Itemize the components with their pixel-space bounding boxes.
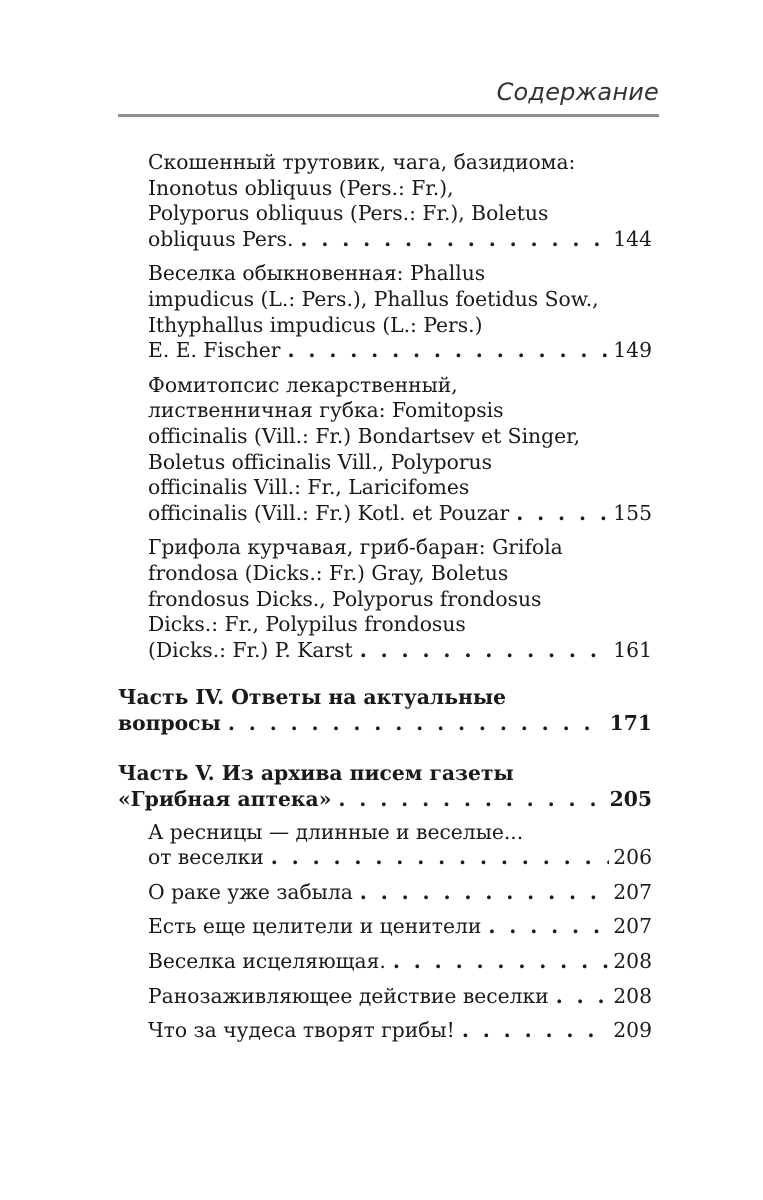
toc-entry-tseliteli[interactable] bbox=[118, 914, 652, 940]
entry-line: от веселки bbox=[148, 845, 264, 870]
dot-leader bbox=[331, 787, 605, 813]
dot-leader bbox=[280, 338, 609, 364]
toc-entry-phallus[interactable] bbox=[118, 261, 652, 363]
entry-line: (Dicks.: Fr.) P. Karst bbox=[148, 637, 353, 662]
page-number: 207 bbox=[613, 879, 652, 904]
page-number: 155 bbox=[613, 500, 652, 525]
entry-line: Что за чудеса творят грибы! bbox=[148, 1018, 455, 1043]
entry-line: impudicus (L.: Pers.), Phallus foetidus Sow., bbox=[148, 286, 599, 311]
dot-leader bbox=[549, 984, 610, 1010]
entry-line: лиственничная губка: Fomitopsis bbox=[148, 398, 504, 423]
entry-line: obliquus Pers. bbox=[148, 226, 294, 251]
toc-entry-grifola[interactable] bbox=[118, 535, 652, 663]
toc-entry-part-4[interactable] bbox=[118, 685, 652, 736]
entry-line: Фомитопсис лекарственный, bbox=[148, 372, 458, 397]
entry-line: Dicks.: Fr., Polypilus frondosus bbox=[148, 612, 466, 637]
header-rule bbox=[118, 114, 659, 117]
entry-line: «Грибная аптека» bbox=[118, 787, 332, 812]
entry-line: frondosa (Dicks.: Fr.) Gray, Boletus bbox=[148, 560, 509, 585]
entry-line: Скошенный трутовик, чага, базидиома: bbox=[148, 150, 576, 174]
entry-line: Boletus officinalis Vill., Polyporus bbox=[148, 449, 493, 474]
dot-leader bbox=[386, 949, 609, 975]
page-number: 144 bbox=[613, 226, 652, 251]
page-number: 209 bbox=[613, 1018, 652, 1043]
dot-leader bbox=[264, 845, 610, 871]
entry-line: Ithyphallus impudicus (L.: Pers.) bbox=[148, 312, 483, 337]
page-number: 171 bbox=[609, 710, 652, 735]
page-number: 205 bbox=[609, 787, 652, 812]
table-of-contents bbox=[118, 150, 652, 1053]
entry-line: О раке уже забыла bbox=[148, 879, 353, 904]
entry-line: officinalis Vill.: Fr., Laricifomes bbox=[148, 475, 470, 500]
toc-entry-rak[interactable] bbox=[118, 880, 652, 906]
dot-leader bbox=[509, 501, 609, 527]
entry-line: Часть V. Из архива писем газеты bbox=[118, 761, 514, 786]
dot-leader bbox=[481, 914, 609, 940]
toc-entry-resnitsy[interactable] bbox=[118, 820, 652, 871]
page-number: 206 bbox=[613, 845, 652, 870]
toc-entry-fomitopsis[interactable] bbox=[118, 373, 652, 527]
entry-line: Polyporus obliquus (Pers.: Fr.), Boletus bbox=[148, 201, 549, 226]
entry-line: Ранозаживляющее действие веселки bbox=[148, 983, 549, 1008]
entry-line: Inonotus obliquus (Pers.: Fr.), bbox=[148, 175, 454, 200]
entry-line: А ресницы — длинные и веселые... bbox=[148, 819, 524, 844]
entry-line: officinalis (Vill.: Fr.) Bondartsev et Singer, bbox=[148, 423, 581, 448]
entry-line: Грифола курчавая, гриб-баран: Grifola bbox=[148, 535, 563, 560]
page-number: 161 bbox=[613, 637, 652, 662]
dot-leader bbox=[353, 638, 610, 664]
dot-leader bbox=[221, 711, 606, 737]
toc-entry-veselka-istselyayushchaya[interactable] bbox=[118, 949, 652, 975]
toc-entry-part-5[interactable] bbox=[118, 761, 652, 812]
page-title: Содержание bbox=[496, 78, 659, 106]
entry-line: Есть еще целители и ценители bbox=[148, 914, 482, 939]
entry-line: officinalis (Vill.: Fr.) Kotl. et Pouzar bbox=[148, 500, 510, 525]
entry-line: вопросы bbox=[118, 710, 221, 735]
page-number: 208 bbox=[613, 983, 652, 1008]
entry-line: E. E. Fischer bbox=[148, 338, 281, 363]
toc-entry-chudesa[interactable] bbox=[118, 1018, 652, 1044]
entry-line: frondosus Dicks., Polyporus frondosus bbox=[148, 586, 542, 611]
entry-line: Часть IV. Ответы на актуальные bbox=[118, 685, 507, 710]
entry-line: Веселка исцеляющая. bbox=[148, 949, 386, 974]
page-number: 149 bbox=[613, 338, 652, 363]
toc-entry-chaga[interactable] bbox=[118, 150, 652, 252]
dot-leader bbox=[455, 1018, 609, 1044]
toc-entry-ranozazhivlyayushchee[interactable] bbox=[118, 984, 652, 1010]
page-number: 207 bbox=[613, 914, 652, 939]
dot-leader bbox=[353, 880, 609, 906]
page-number: 208 bbox=[613, 949, 652, 974]
entry-line: Веселка обыкновенная: Phallus bbox=[148, 261, 486, 286]
dot-leader bbox=[293, 227, 609, 253]
